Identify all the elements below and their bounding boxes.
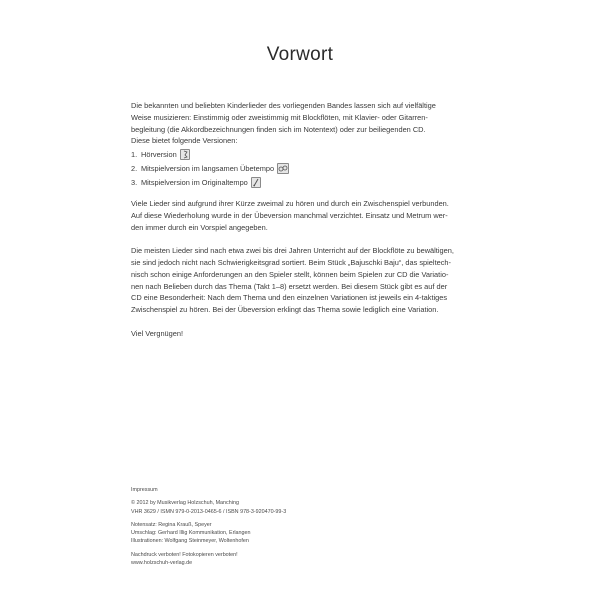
version-label: Mitspielversion im langsamen Übetempo: [141, 163, 275, 173]
text-line: Die bekannten und beliebten Kinderlieder des vorliegenden Bandes lassen sich auf vielfältige: [131, 101, 436, 110]
version-number: 3.: [131, 177, 138, 187]
intro-paragraph: [131, 100, 476, 147]
text-line: Zwischenspiel zu hören. Bei der Übeversion erklingt das Thema sowie lediglich eine Variation.: [131, 305, 439, 315]
text-line: den immer durch ein Vorspiel angegeben.: [131, 222, 268, 232]
difficulty-paragraph: [131, 245, 476, 316]
text-line: Viele Lieder sind aufgrund ihrer Kürze zweimal zu hören und durch ein Zwischenspiel verbunden.: [131, 198, 449, 208]
version-label: Hörversion: [141, 149, 177, 159]
version-list: [131, 148, 476, 190]
text-line: sie sind jedoch nicht nach Schwierigkeitsgrad sortiert. Beim Stück „Bajuschki Baju“, das spieltech-: [131, 257, 451, 267]
repetition-paragraph: [131, 198, 476, 233]
text-line: Die meisten Lieder sind nach etwa zwei bis drei Jahren Unterricht auf der Blockflöte zu bewältigen,: [131, 246, 454, 256]
page-title: Vorwort: [266, 44, 334, 65]
text-line: nisch schon einige Anforderungen an den Spieler stellt, können beim Spielen zur CD die Variatio-: [131, 269, 449, 279]
text-line: Diese bietet folgende Versionen:: [131, 136, 238, 146]
illustrationen-line: Illustrationen: Wolfgang Steinmeyer, Woltenhofen: [131, 538, 249, 545]
play-along-icon: [251, 177, 261, 188]
practice-icon: [277, 163, 289, 174]
text-line: CD eine Besonderheit: Nach dem Thema und den einzelnen Variationen ist jeweils ein 4-taktiges: [131, 293, 448, 303]
impressum-heading: Impressum: [131, 487, 158, 493]
text-line: nen nach Belieben durch das Thema (Takt 1–8) ersetzt werden. Bei diesem Stück gibt es auf der: [131, 281, 448, 291]
text-line: Auf diese Wiederholung wurde in der Übeversion manchmal verzichtet. Einsatz und Metrum wer-: [131, 210, 448, 220]
text-line: begleitung (die Akkordbezeichnungen finden sich im Notentext) oder zur beiliegenden CD.: [131, 124, 426, 134]
version-item: [131, 162, 476, 176]
notensatz-line: Notensatz: Regina Krauß, Speyer: [131, 521, 212, 528]
foreword-body: [131, 100, 476, 340]
version-item: [131, 148, 476, 162]
isbn-line: VHR 3629 / ISMN 979-0-2013-0465-6 / ISBN 978-3-920470-99-3: [131, 508, 287, 515]
umschlag-line: Umschlag: Gerhard Illig Kommunikation, Erlangen: [131, 530, 251, 537]
version-number: 2.: [131, 163, 138, 173]
impressum: [131, 486, 431, 567]
version-number: 1.: [131, 149, 138, 159]
website-link[interactable]: www.holzschuh-verlag.de: [131, 560, 193, 567]
version-item: [131, 176, 476, 190]
listen-icon: [180, 149, 190, 160]
copyright-line: © 2012 by Musikverlag Holzschuh, Manching: [131, 500, 239, 507]
copy-notice-line: Nachdruck verboten! Fotokopieren verboten!: [131, 551, 238, 558]
version-label: Mitspielversion im Originaltempo: [141, 177, 248, 187]
text-line: Weise musizieren: Einstimmig oder zweistimmig mit Blockflöten, mit Klavier- oder Gitarren-: [131, 112, 428, 122]
closing-line: Viel Vergnügen!: [131, 328, 184, 338]
